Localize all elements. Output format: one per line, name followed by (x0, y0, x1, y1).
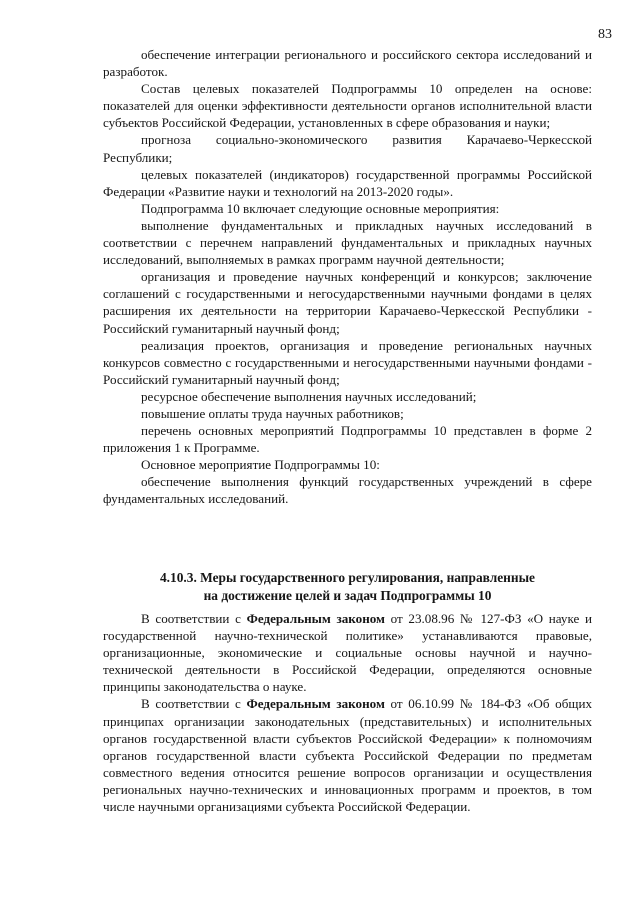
paragraph: Подпрограмма 10 включает следующие основные мероприятия: (141, 200, 500, 216)
paragraph: организация и проведение научных конференций и конкурсов; заключение соглашений с государственными и негосударственными научными фондами в целях расширения их деятельности на территории Карачаево-Черкесской Республики - Российский гуманитарный научный фонд; (103, 269, 592, 336)
page-number: 83 (598, 27, 612, 42)
paragraph: перечень основных мероприятий Подпрограммы 10 представлен в форме 2 приложения 1 к Программе. (103, 423, 592, 456)
text-run: от 06.10.99 № 184-ФЗ «Об общих принципах организации законодательных (представительных) и исполнительных органов государственной власти субъектов Российской Федерации» к полномочиям органов государственной власти субъекта Российской Федерации по предметам совместного ведения относится решение вопросов организации и осуществления региональных научно-технических и инновационных программ и проектов, в том числе научными организациями субъекта Российской Федерации. (103, 696, 593, 815)
paragraph: целевых показателей (индикаторов) государственной программы Российской Федерации «Развитие науки и технологий на 2013-2020 годы». (103, 166, 592, 199)
paragraph-federal-law-184 (103, 695, 592, 815)
text-run: от 23.08.96 № 127-ФЗ «О науке и государственной научно-технической политике» устанавливаются правовые, организационные, экономические и социальные основы научной и научно-технической деятельности в Российской Федерации, определяются основные принципы законодательства о науке. (103, 611, 593, 695)
paragraph: выполнение фундаментальных и прикладных научных исследований в соответствии с перечнем направлений фундаментальных и прикладных научных исследований, выполняемых в рамках программ научной деятельности; (103, 217, 592, 268)
paragraph: обеспечение выполнения функций государственных учреждений в сфере фундаментальных исследований. (103, 474, 592, 507)
law-reference: Федеральным законом (246, 696, 385, 712)
paragraph: повышение оплаты труда научных работников; (141, 405, 404, 421)
paragraph: ресурсное обеспечение выполнения научных исследований; (141, 388, 477, 404)
section-heading-line: на достижение целей и задач Подпрограммы 10 (203, 588, 492, 603)
paragraph: реализация проектов, организация и проведение региональных научных конкурсов совместно с государственными и негосударственными научными фондами - Российский гуманитарный научный фонд; (103, 337, 592, 387)
text-run: В соответствии с (141, 611, 247, 626)
text-run: В соответствии с (141, 696, 247, 712)
paragraph-federal-law-127 (103, 610, 592, 695)
paragraph: Состав целевых показателей Подпрограммы 10 определен на основе: показателей для оценки эффективности деятельности органов исполнительной власти субъектов Российской Федерации, установленных в сфере образования и науки; (103, 81, 592, 131)
section-body-1 (103, 46, 592, 508)
paragraph: обеспечение интеграции регионального и российского сектора исследований и разработок. (103, 47, 592, 80)
paragraph: прогноза социально-экономического развития Карачаево-Черкесской Республики; (103, 132, 592, 165)
section-body-2 (103, 610, 592, 815)
section-heading (103, 569, 592, 605)
law-reference: Федеральным законом (246, 611, 385, 626)
paragraph: Основное мероприятие Подпрограммы 10: (141, 457, 380, 473)
section-heading-line: 4.10.3. Меры государственного регулирования, направленные (159, 570, 535, 585)
